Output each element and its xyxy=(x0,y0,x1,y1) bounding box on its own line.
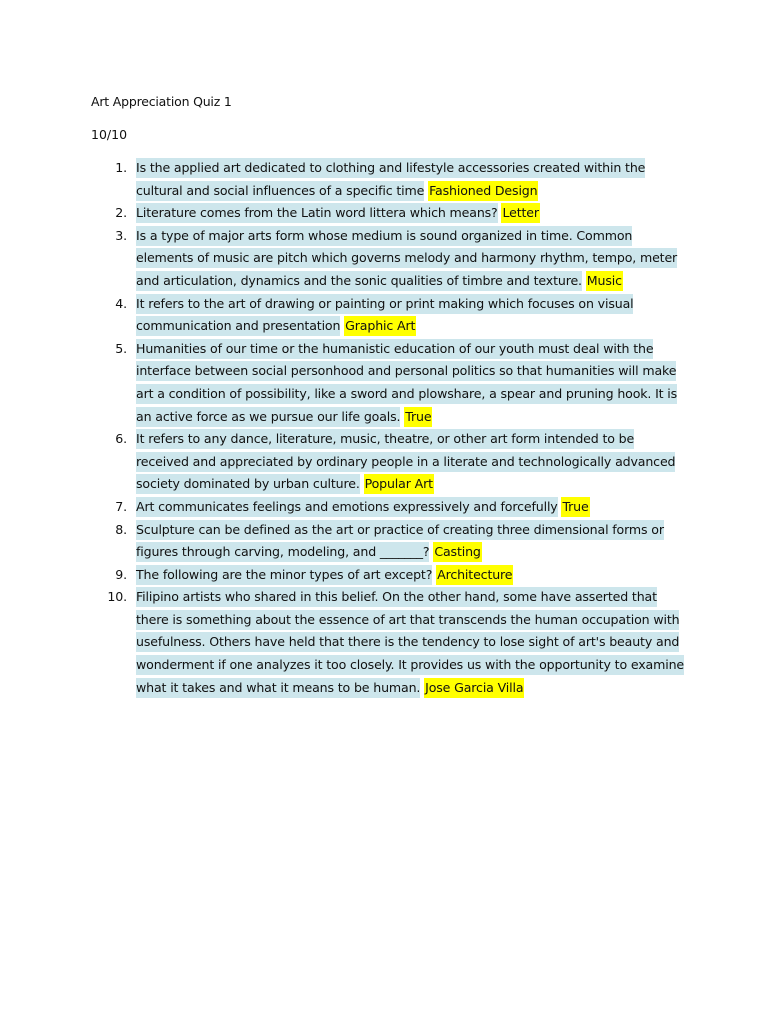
question-text: Art communicates feelings and emotions expressively and forcefully xyxy=(136,497,558,517)
question-number: 6. xyxy=(115,431,127,447)
question-text: It refers to the art of drawing or painting or print making which focuses on visual communication and presentation xyxy=(136,294,633,337)
question-list xyxy=(100,157,690,699)
question-item-7 xyxy=(100,496,690,519)
question-item-6 xyxy=(100,428,690,496)
question-number: 1. xyxy=(115,160,127,175)
answer-highlight: Casting xyxy=(433,542,481,562)
question-item-8 xyxy=(100,519,690,564)
answer-highlight: Graphic Art xyxy=(344,316,416,336)
question-item-5 xyxy=(100,338,690,428)
answer-highlight: Popular Art xyxy=(364,474,434,494)
question-text: Filipino artists who shared in this belief. On the other hand, some have asserted that there is something about the essence of art that transcends the human occupation with usefulness. Others have held that there is the tendency to lose sight of art's beauty and wonderment if one analyzes it too closely. It provides us with the opportunity to examine what it takes and what it means to be human. xyxy=(136,587,684,697)
answer-highlight: Architecture xyxy=(436,565,513,585)
quiz-score: 10/10 xyxy=(91,127,128,142)
question-number: 4. xyxy=(115,295,127,311)
question-text: Sculpture can be defined as the art or practice of creating three dimensional forms or figures through carving, modeling, and _______? xyxy=(136,520,664,563)
question-item-1 xyxy=(100,157,690,202)
answer-highlight: Jose Garcia Villa xyxy=(424,678,524,698)
answer-highlight: Music xyxy=(586,271,623,291)
question-number: 5. xyxy=(115,340,127,356)
question-item-4 xyxy=(100,293,690,338)
question-item-10 xyxy=(100,586,690,699)
question-number: 2. xyxy=(115,205,127,221)
answer-highlight: Letter xyxy=(501,203,539,223)
question-text: Humanities of our time or the humanistic education of our youth must deal with the interface between social personhood and personal politics so that humanities will make art a condition of possibility, like a sword and plowshare, a spear and pruning hook. It is an active force as we pursue our life goals. xyxy=(136,339,677,427)
question-number: 10. xyxy=(107,589,127,605)
question-text: Is the applied art dedicated to clothing and lifestyle accessories created within the cultural and social influences of a specific time xyxy=(136,158,645,201)
answer-highlight: True xyxy=(561,497,589,517)
question-number: 3. xyxy=(115,227,127,243)
question-text: The following are the minor types of art except? xyxy=(136,565,432,585)
question-number: 7. xyxy=(115,498,127,514)
question-number: 9. xyxy=(115,566,127,582)
question-text: Literature comes from the Latin word littera which means? xyxy=(136,203,498,223)
question-text: It refers to any dance, literature, music, theatre, or other art form intended to be received and appreciated by ordinary people in a literate and technologically advanced society dominated by urban culture. xyxy=(136,429,675,494)
question-item-9 xyxy=(100,564,690,587)
question-text: Is a type of major arts form whose medium is sound organized in time. Common elements of music are pitch which governs melody and harmony rhythm, tempo, meter and articulation, dynamics and the sonic qualities of timbre and texture. xyxy=(136,226,677,291)
document-title: Art Appreciation Quiz 1 xyxy=(91,94,232,109)
question-item-2 xyxy=(100,202,690,225)
question-item-3 xyxy=(100,225,690,293)
question-number: 8. xyxy=(115,521,127,537)
answer-highlight: True xyxy=(404,407,432,427)
answer-highlight: Fashioned Design xyxy=(428,181,538,201)
